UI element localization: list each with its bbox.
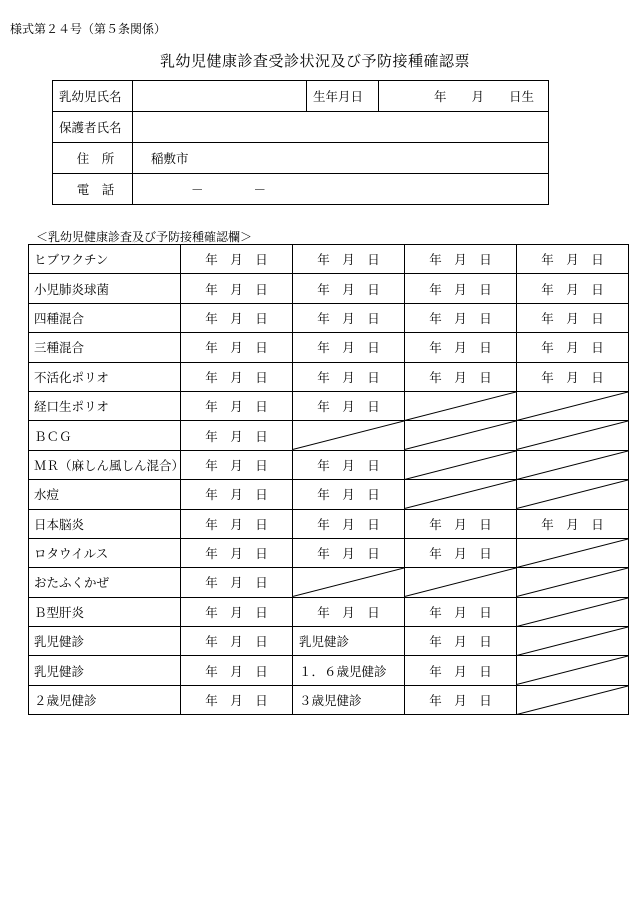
disabled-cell <box>405 450 517 479</box>
date-cell[interactable]: 年 月 日 <box>405 685 517 714</box>
phone-field[interactable]: － － <box>133 174 549 205</box>
page-title: 乳幼児健康診査受診状況及び予防接種確認票 <box>159 52 470 70</box>
vaccine-name: おたふくかぜ <box>29 568 181 597</box>
disabled-cell <box>517 568 629 597</box>
date-cell[interactable]: 年 月 日 <box>181 391 293 420</box>
diagonal-line-icon <box>517 598 628 626</box>
disabled-cell <box>517 685 629 714</box>
disabled-cell <box>517 391 629 420</box>
date-cell[interactable]: 年 月 日 <box>181 303 293 332</box>
diagonal-line-icon <box>517 539 628 567</box>
vaccine-table <box>28 244 629 715</box>
date-cell[interactable]: 年 月 日 <box>181 656 293 685</box>
disabled-cell <box>405 391 517 420</box>
disabled-cell <box>517 538 629 567</box>
vaccine-name: 乳児健診 <box>29 627 181 656</box>
date-cell[interactable]: 年 月 日 <box>405 538 517 567</box>
diagonal-line-icon <box>405 568 516 596</box>
diagonal-line-icon <box>517 627 628 655</box>
table-row <box>29 333 629 362</box>
table-row <box>29 274 629 303</box>
date-cell[interactable]: 年 月 日 <box>405 245 517 274</box>
diagonal-line-icon <box>405 421 516 449</box>
vaccine-name: ＢＣＧ <box>29 421 181 450</box>
table-row <box>29 685 629 714</box>
date-cell[interactable]: 年 月 日 <box>293 450 405 479</box>
table-row <box>29 245 629 274</box>
date-cell[interactable]: 年 月 日 <box>181 509 293 538</box>
date-cell[interactable]: 年 月 日 <box>181 685 293 714</box>
disabled-cell <box>517 480 629 509</box>
date-cell[interactable]: 年 月 日 <box>181 480 293 509</box>
date-cell[interactable]: 年 月 日 <box>293 509 405 538</box>
date-cell[interactable]: 年 月 日 <box>517 245 629 274</box>
table-row <box>29 391 629 420</box>
exam-type-label: 乳児健診 <box>293 627 405 656</box>
date-cell[interactable]: 年 月 日 <box>405 333 517 362</box>
vaccine-name: 不活化ポリオ <box>29 362 181 391</box>
date-cell[interactable]: 年 月 日 <box>293 333 405 362</box>
vaccine-name: Ｂ型肝炎 <box>29 597 181 626</box>
date-cell[interactable]: 年 月 日 <box>517 333 629 362</box>
table-row <box>29 627 629 656</box>
date-cell[interactable]: 年 月 日 <box>517 362 629 391</box>
date-cell[interactable]: 年 月 日 <box>293 362 405 391</box>
disabled-cell <box>517 627 629 656</box>
form-number: 様式第２４号（第５条関係） <box>10 22 167 36</box>
vaccine-name: 経口生ポリオ <box>29 391 181 420</box>
guardian-name-label: 保護者氏名 <box>53 112 133 143</box>
date-cell[interactable]: 年 月 日 <box>181 245 293 274</box>
vaccine-name: ヒブワクチン <box>29 245 181 274</box>
exam-type-label: １．６歳児健診 <box>293 656 405 685</box>
date-cell[interactable]: 年 月 日 <box>181 421 293 450</box>
diagonal-line-icon <box>517 656 628 684</box>
date-cell[interactable]: 年 月 日 <box>293 245 405 274</box>
child-name-field[interactable] <box>133 81 307 112</box>
table-row <box>29 450 629 479</box>
date-cell[interactable]: 年 月 日 <box>405 509 517 538</box>
date-cell[interactable]: 年 月 日 <box>293 391 405 420</box>
table-row <box>29 538 629 567</box>
date-cell[interactable]: 年 月 日 <box>517 303 629 332</box>
diagonal-line-icon <box>517 568 628 596</box>
date-cell[interactable]: 年 月 日 <box>517 274 629 303</box>
vaccine-name: 小児肺炎球菌 <box>29 274 181 303</box>
vaccine-name: ＭＲ（麻しん風しん混合） <box>29 450 181 479</box>
birthdate-label: 生年月日 <box>307 81 379 112</box>
diagonal-line-icon <box>405 451 516 479</box>
date-cell[interactable]: 年 月 日 <box>181 333 293 362</box>
disabled-cell <box>293 568 405 597</box>
vaccine-name: ロタウイルス <box>29 538 181 567</box>
diagonal-line-icon <box>517 451 628 479</box>
disabled-cell <box>405 421 517 450</box>
date-cell[interactable]: 年 月 日 <box>405 303 517 332</box>
date-cell[interactable]: 年 月 日 <box>181 450 293 479</box>
date-cell[interactable]: 年 月 日 <box>293 274 405 303</box>
date-cell[interactable]: 年 月 日 <box>405 362 517 391</box>
date-cell[interactable]: 年 月 日 <box>181 362 293 391</box>
address-field[interactable]: 稲敷市 <box>133 143 549 174</box>
date-cell[interactable]: 年 月 日 <box>181 274 293 303</box>
birthdate-field[interactable]: 年 月 日生 <box>379 81 549 112</box>
exam-type-label: ３歳児健診 <box>293 685 405 714</box>
vaccine-name: 三種混合 <box>29 333 181 362</box>
date-cell[interactable]: 年 月 日 <box>293 538 405 567</box>
date-cell[interactable]: 年 月 日 <box>293 480 405 509</box>
date-cell[interactable]: 年 月 日 <box>181 627 293 656</box>
table-row <box>29 656 629 685</box>
date-cell[interactable]: 年 月 日 <box>517 509 629 538</box>
table-row <box>29 362 629 391</box>
table-row <box>29 480 629 509</box>
diagonal-line-icon <box>517 480 628 508</box>
table-row <box>29 568 629 597</box>
disabled-cell <box>517 450 629 479</box>
section-label: ＜乳幼児健康診査及び予防接種確認欄＞ <box>36 230 253 244</box>
vaccine-name: 水痘 <box>29 480 181 509</box>
disabled-cell <box>293 421 405 450</box>
diagonal-line-icon <box>405 480 516 508</box>
date-cell[interactable]: 年 月 日 <box>405 627 517 656</box>
disabled-cell <box>405 568 517 597</box>
date-cell[interactable]: 年 月 日 <box>405 274 517 303</box>
diagonal-line-icon <box>293 568 404 596</box>
guardian-name-field[interactable] <box>133 112 549 143</box>
table-row <box>29 597 629 626</box>
date-cell[interactable]: 年 月 日 <box>293 597 405 626</box>
phone-label: 電 話 <box>53 174 133 205</box>
table-row <box>29 303 629 332</box>
date-cell[interactable]: 年 月 日 <box>293 303 405 332</box>
date-cell[interactable]: 年 月 日 <box>181 568 293 597</box>
diagonal-line-icon <box>517 392 628 420</box>
date-cell[interactable]: 年 月 日 <box>405 597 517 626</box>
disabled-cell <box>517 656 629 685</box>
address-label: 住 所 <box>53 143 133 174</box>
date-cell[interactable]: 年 月 日 <box>405 656 517 685</box>
disabled-cell <box>517 421 629 450</box>
disabled-cell <box>517 597 629 626</box>
diagonal-line-icon <box>293 421 404 449</box>
vaccine-name: ２歳児健診 <box>29 685 181 714</box>
vaccine-name: 乳児健診 <box>29 656 181 685</box>
table-row <box>29 421 629 450</box>
diagonal-line-icon <box>517 421 628 449</box>
diagonal-line-icon <box>517 686 628 714</box>
disabled-cell <box>405 480 517 509</box>
date-cell[interactable]: 年 月 日 <box>181 538 293 567</box>
child-name-label: 乳幼児氏名 <box>53 81 133 112</box>
vaccine-name: 四種混合 <box>29 303 181 332</box>
vaccine-name: 日本脳炎 <box>29 509 181 538</box>
diagonal-line-icon <box>405 392 516 420</box>
table-row <box>29 509 629 538</box>
info-table <box>52 80 549 205</box>
date-cell[interactable]: 年 月 日 <box>181 597 293 626</box>
